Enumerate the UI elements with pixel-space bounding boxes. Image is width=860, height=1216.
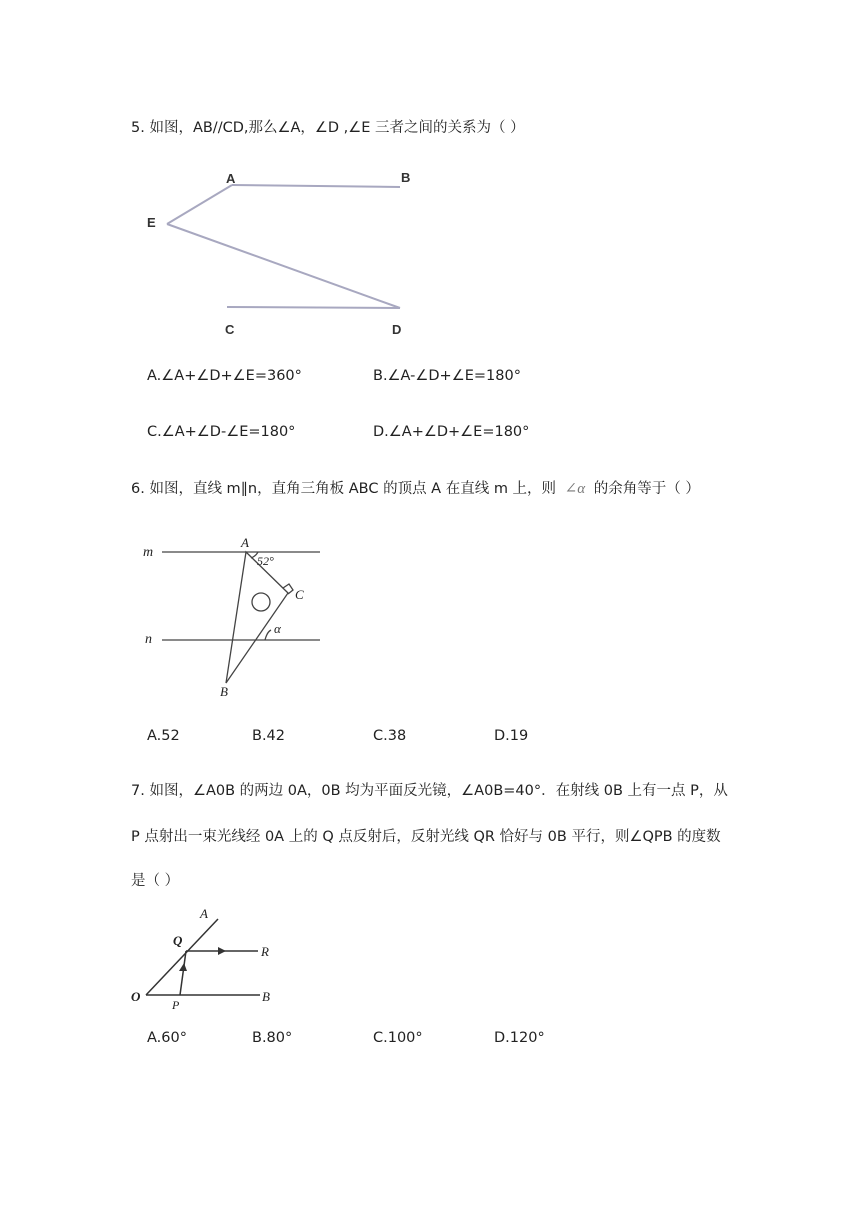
q5-stem: 5. 如图，AB//CD,那么∠A，∠D ,∠E 三者之间的关系为（ ） (131, 120, 525, 136)
q6-label-c: C (295, 587, 304, 602)
q7-label-o: O (131, 989, 141, 1004)
q6-triangle (226, 552, 288, 683)
q7-stem-line-1: 7. 如图，∠A0B 的两边 0A，0B 均为平面反光镜，∠A0B=40°．在射线 0B 上有一点 P，从 (131, 783, 728, 799)
q6-option-d[interactable]: D.19 (494, 728, 529, 744)
q6-label-a: A (241, 535, 249, 550)
q5-label-b: B (401, 170, 411, 185)
q5-label-d: D (392, 322, 402, 337)
q5-line-ab (232, 185, 400, 187)
q7-option-b[interactable]: B.80° (252, 1030, 293, 1046)
q7-label-q: Q (173, 933, 183, 948)
q7-option-a[interactable]: A.60° (147, 1030, 187, 1046)
q5-line-ed (167, 224, 400, 308)
q6-alpha-symbol: ∠α (564, 481, 586, 497)
q6-triangle-hole (252, 593, 270, 611)
q5-option-a[interactable]: A.∠A+∠D+∠E=360° (147, 368, 302, 384)
q5-label-e: E (147, 215, 156, 230)
q6-alpha-arc (265, 630, 271, 640)
q6-stem (131, 480, 700, 498)
q6-label-b: B (220, 684, 228, 699)
q6-option-a[interactable]: A.52 (147, 728, 180, 744)
q7-label-b: B (262, 989, 270, 1004)
q7-figure (128, 905, 288, 1015)
q6-stem-post: 的余角等于（ ） (593, 481, 700, 497)
q7-arrow-pq (179, 963, 187, 971)
q7-stem-line-2: P 点射出一束光线经 0A 上的 Q 点反射后，反射光线 QR 恰好与 0B 平行，则∠QPB 的度数 (131, 829, 721, 845)
q5-option-c[interactable]: C.∠A+∠D-∠E=180° (147, 424, 296, 440)
q6-stem-pre: 6. 如图，直线 m∥n，直角三角板 ABC 的顶点 A 在直线 m 上，则 (131, 481, 557, 497)
q6-option-b[interactable]: B.42 (252, 728, 286, 744)
q5-label-a: A (226, 171, 236, 186)
q5-option-b[interactable]: B.∠A-∠D+∠E=180° (373, 368, 521, 384)
q5-line-cd (227, 307, 400, 308)
q5-option-d[interactable]: D.∠A+∠D+∠E=180° (373, 424, 530, 440)
q6-label-m: m (143, 545, 154, 560)
q5-figure (130, 165, 430, 355)
q7-stem-line-3: 是（ ） (131, 873, 180, 889)
q6-label-n: n (145, 632, 152, 647)
q7-label-a: A (200, 906, 208, 921)
q6-label-alpha: α (274, 621, 281, 636)
q7-label-r: R (261, 944, 269, 959)
q5-label-c: C (225, 322, 235, 337)
q6-figure (140, 530, 340, 705)
q7-label-p: P (172, 998, 180, 1012)
q7-arrow-qr (218, 947, 226, 955)
q6-option-c[interactable]: C.38 (373, 728, 407, 744)
q6-label-angle: 52° (257, 554, 274, 568)
q7-option-c[interactable]: C.100° (373, 1030, 423, 1046)
q5-line-ae (167, 185, 232, 224)
q7-option-d[interactable]: D.120° (494, 1030, 545, 1046)
